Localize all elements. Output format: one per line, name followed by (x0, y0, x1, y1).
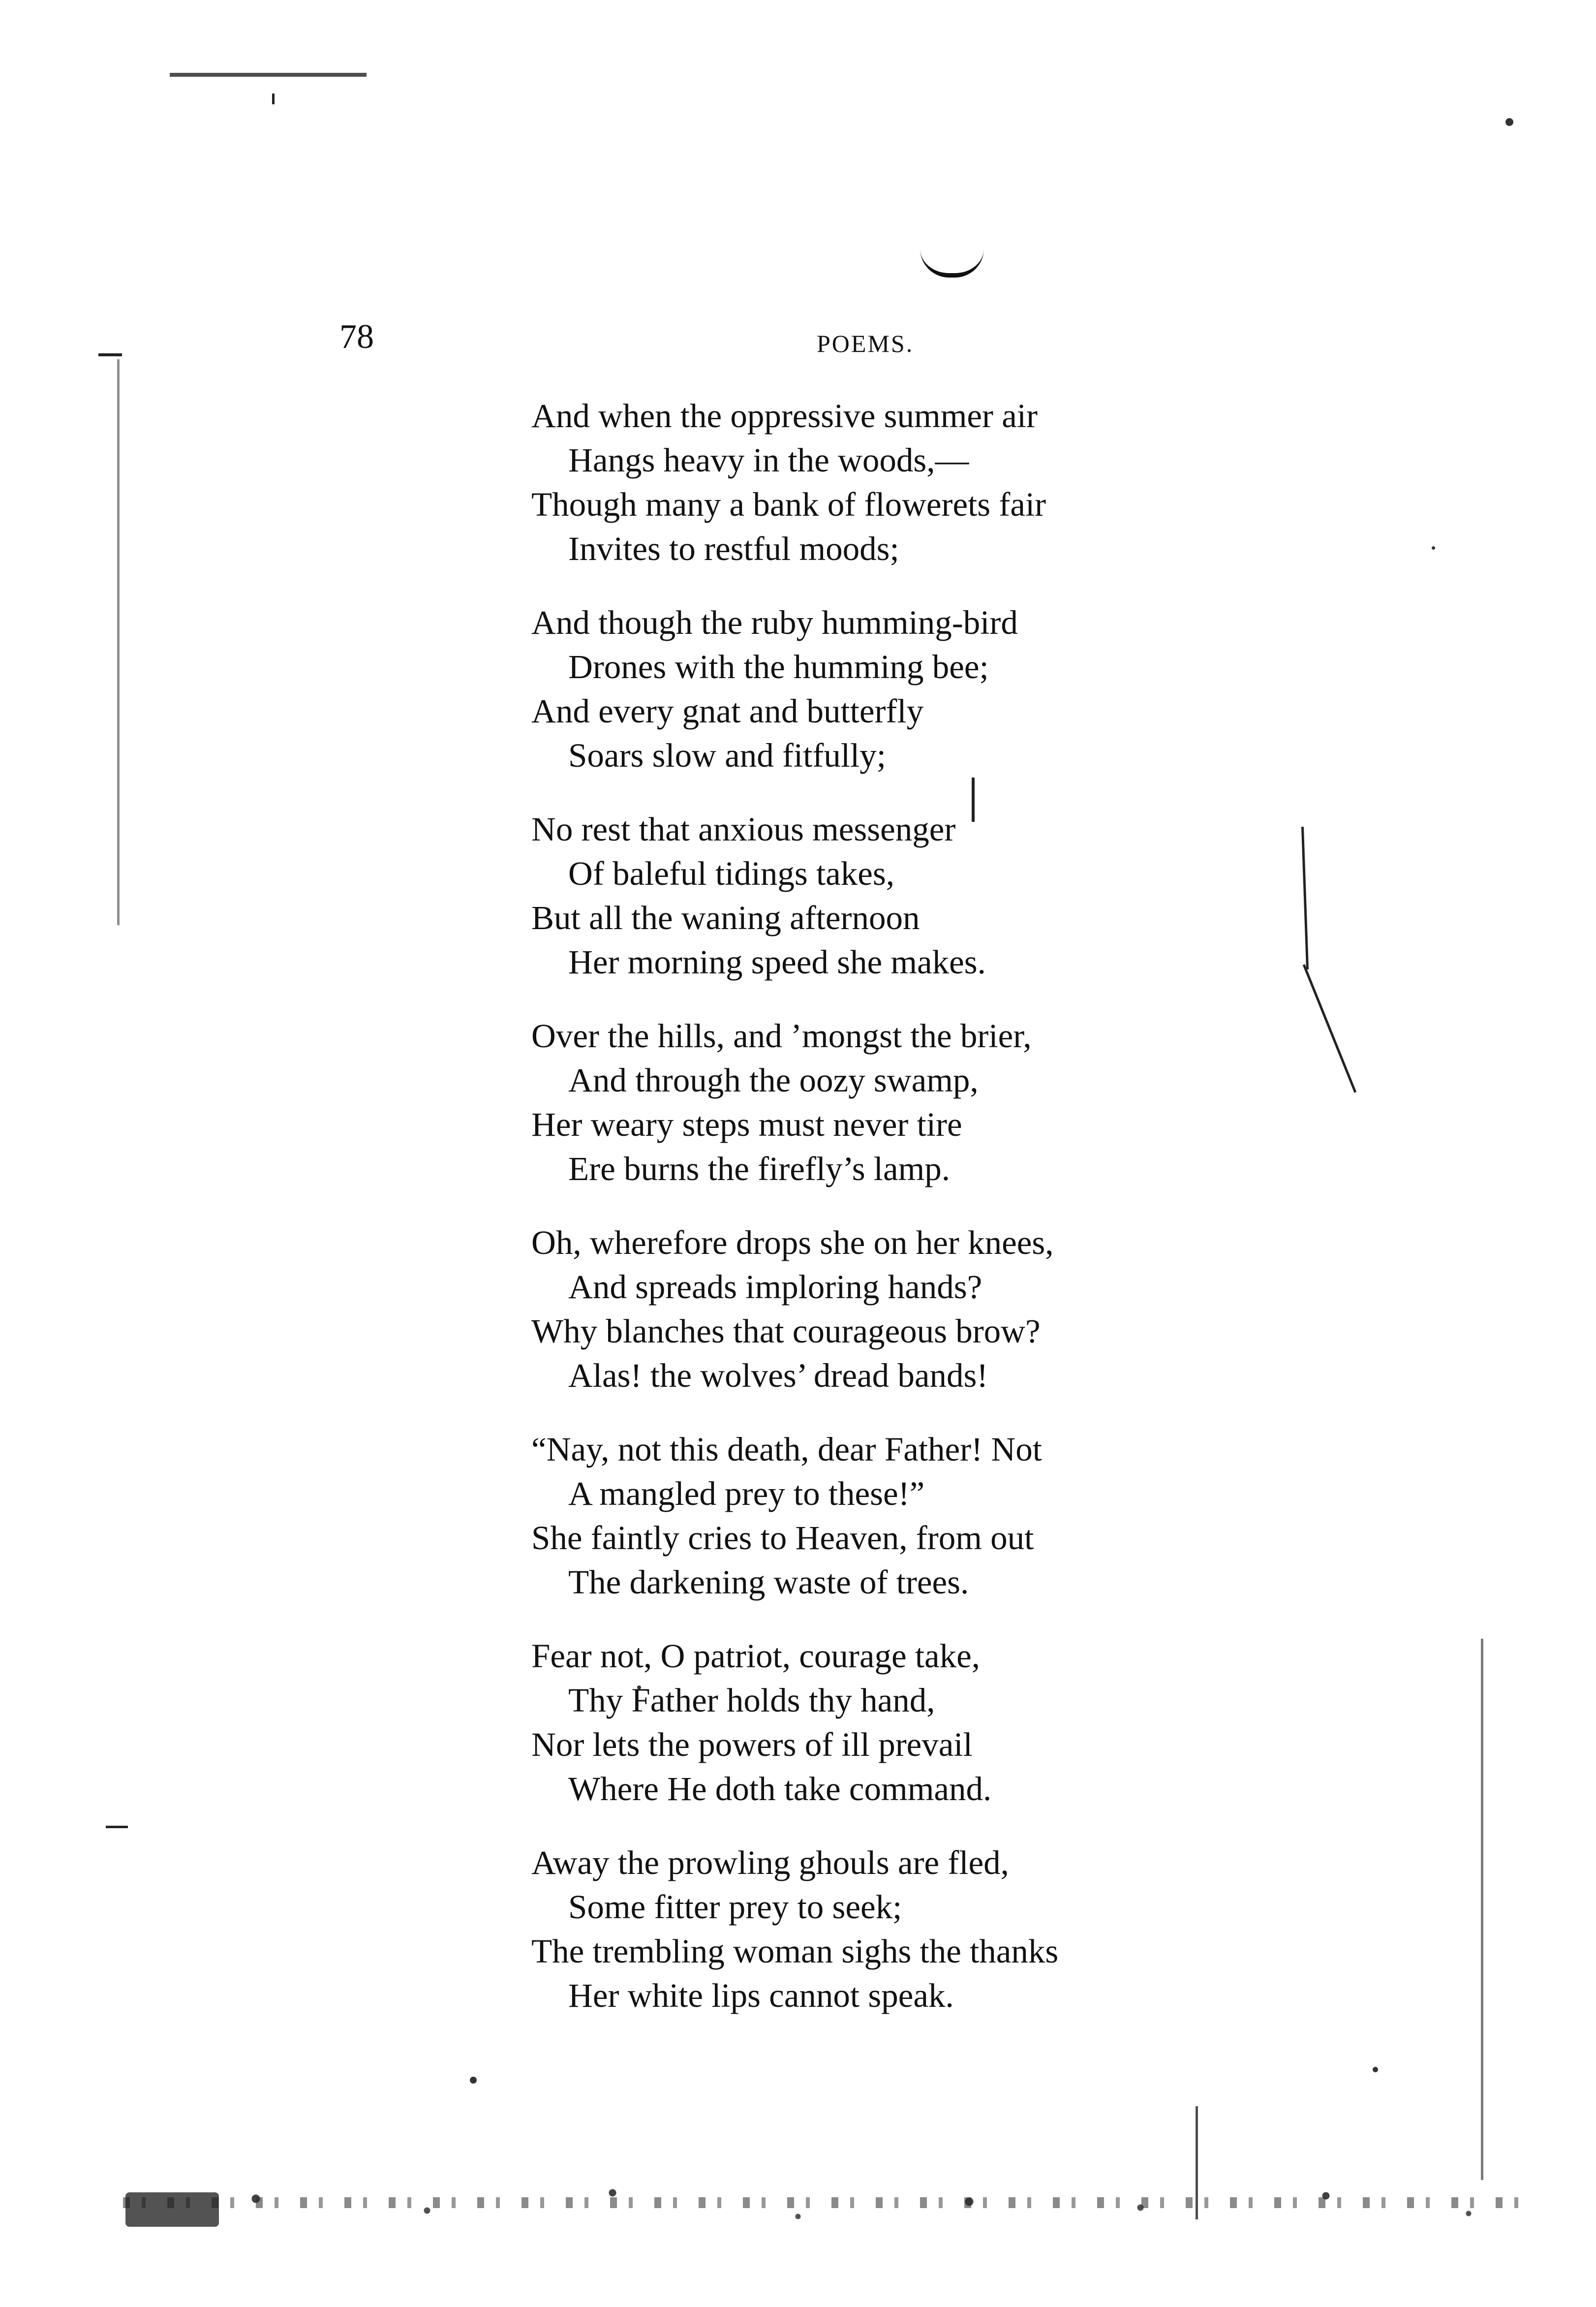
scan-dot (1373, 2067, 1378, 2072)
poem-line: Hangs heavy in the woods,— (568, 441, 969, 479)
poem-line: The trembling woman sighs the thanks (531, 1933, 1059, 1970)
poem-line: No rest that anxious messenger (531, 811, 956, 848)
scan-speckle-row (123, 2197, 1525, 2208)
poem-line: “Nay, not this death, dear Father! Not (531, 1431, 1042, 1468)
poem-line: Where He doth take command. (568, 1770, 992, 1808)
scan-mark-top (170, 73, 367, 77)
scan-smudge (125, 2192, 219, 2227)
stanza (531, 807, 1269, 984)
poem-line: Some fitter prey to seek; (568, 1888, 902, 1926)
poem (531, 394, 1269, 2047)
stanza (531, 1634, 1269, 1811)
stanza (531, 1840, 1269, 2018)
poem-line: Oh, wherefore drops she on her knees, (531, 1224, 1054, 1261)
poem-line: Soars slow and fitfully; (568, 737, 886, 774)
poem-line: And when the oppressive summer air (531, 397, 1038, 435)
poem-line: Though many a bank of flowerets fair (531, 486, 1046, 523)
scan-dot (1432, 546, 1435, 550)
poem-line: Of baleful tidings takes, (568, 855, 895, 892)
page-number: 78 (339, 318, 374, 356)
poem-line: And spreads imploring hands? (568, 1268, 982, 1306)
stanza (531, 1014, 1269, 1191)
poem-line: Her white lips cannot speak. (568, 1977, 954, 2014)
stanza (531, 1220, 1269, 1398)
poem-line: And every gnat and butterfly (531, 692, 924, 730)
stanza (531, 1427, 1269, 1604)
scan-left-rule (117, 359, 120, 925)
stanza (531, 600, 1269, 778)
poem-line: The darkening waste of trees. (568, 1563, 969, 1601)
poem-line: And though the ruby humming-bird (531, 604, 1018, 641)
scan-left-bar (98, 353, 122, 356)
poem-line: Drones with the humming bee; (568, 648, 989, 686)
scan-right-rule-bottom (1481, 1639, 1483, 2180)
poem-line: Ere burns the firefly’s lamp. (568, 1150, 951, 1187)
scan-crescent-mark (920, 249, 984, 278)
poem-line: Why blanches that courageous brow? (531, 1312, 1041, 1350)
scan-side-dash (106, 1826, 128, 1828)
poem-line: Fear not, O patriot, courage take, (531, 1637, 980, 1675)
scan-dot (470, 2077, 477, 2084)
poem-line: Her weary steps must never tire (531, 1106, 962, 1143)
stanza (531, 394, 1269, 571)
poem-line: Her morning speed she makes. (568, 943, 986, 981)
poem-line: Invites to restful moods; (568, 530, 899, 567)
poem-line: A mangled prey to these!” (568, 1475, 925, 1512)
poem-line: Nor lets the powers of ill prevail (531, 1726, 973, 1763)
running-head: POEMS. (817, 330, 914, 357)
poem-line: Over the hills, and ’mongst the brier, (531, 1017, 1032, 1055)
scan-right-stroke (1301, 827, 1309, 969)
poem-line: But all the waning afternoon (531, 899, 920, 936)
poem-line: And through the oozy swamp, (568, 1061, 979, 1099)
poem-line: Away the prowling ghouls are fled, (531, 1844, 1009, 1881)
poem-line: Thy Father holds thy hand, (568, 1682, 935, 1719)
scan-mark-top-tick (272, 94, 275, 104)
scan-dot (1505, 118, 1513, 126)
scan-right-stroke-2 (1303, 964, 1357, 1092)
poem-line: Alas! the wolves’ dread bands! (568, 1357, 988, 1394)
poem-line: She faintly cries to Heaven, from out (531, 1519, 1034, 1557)
